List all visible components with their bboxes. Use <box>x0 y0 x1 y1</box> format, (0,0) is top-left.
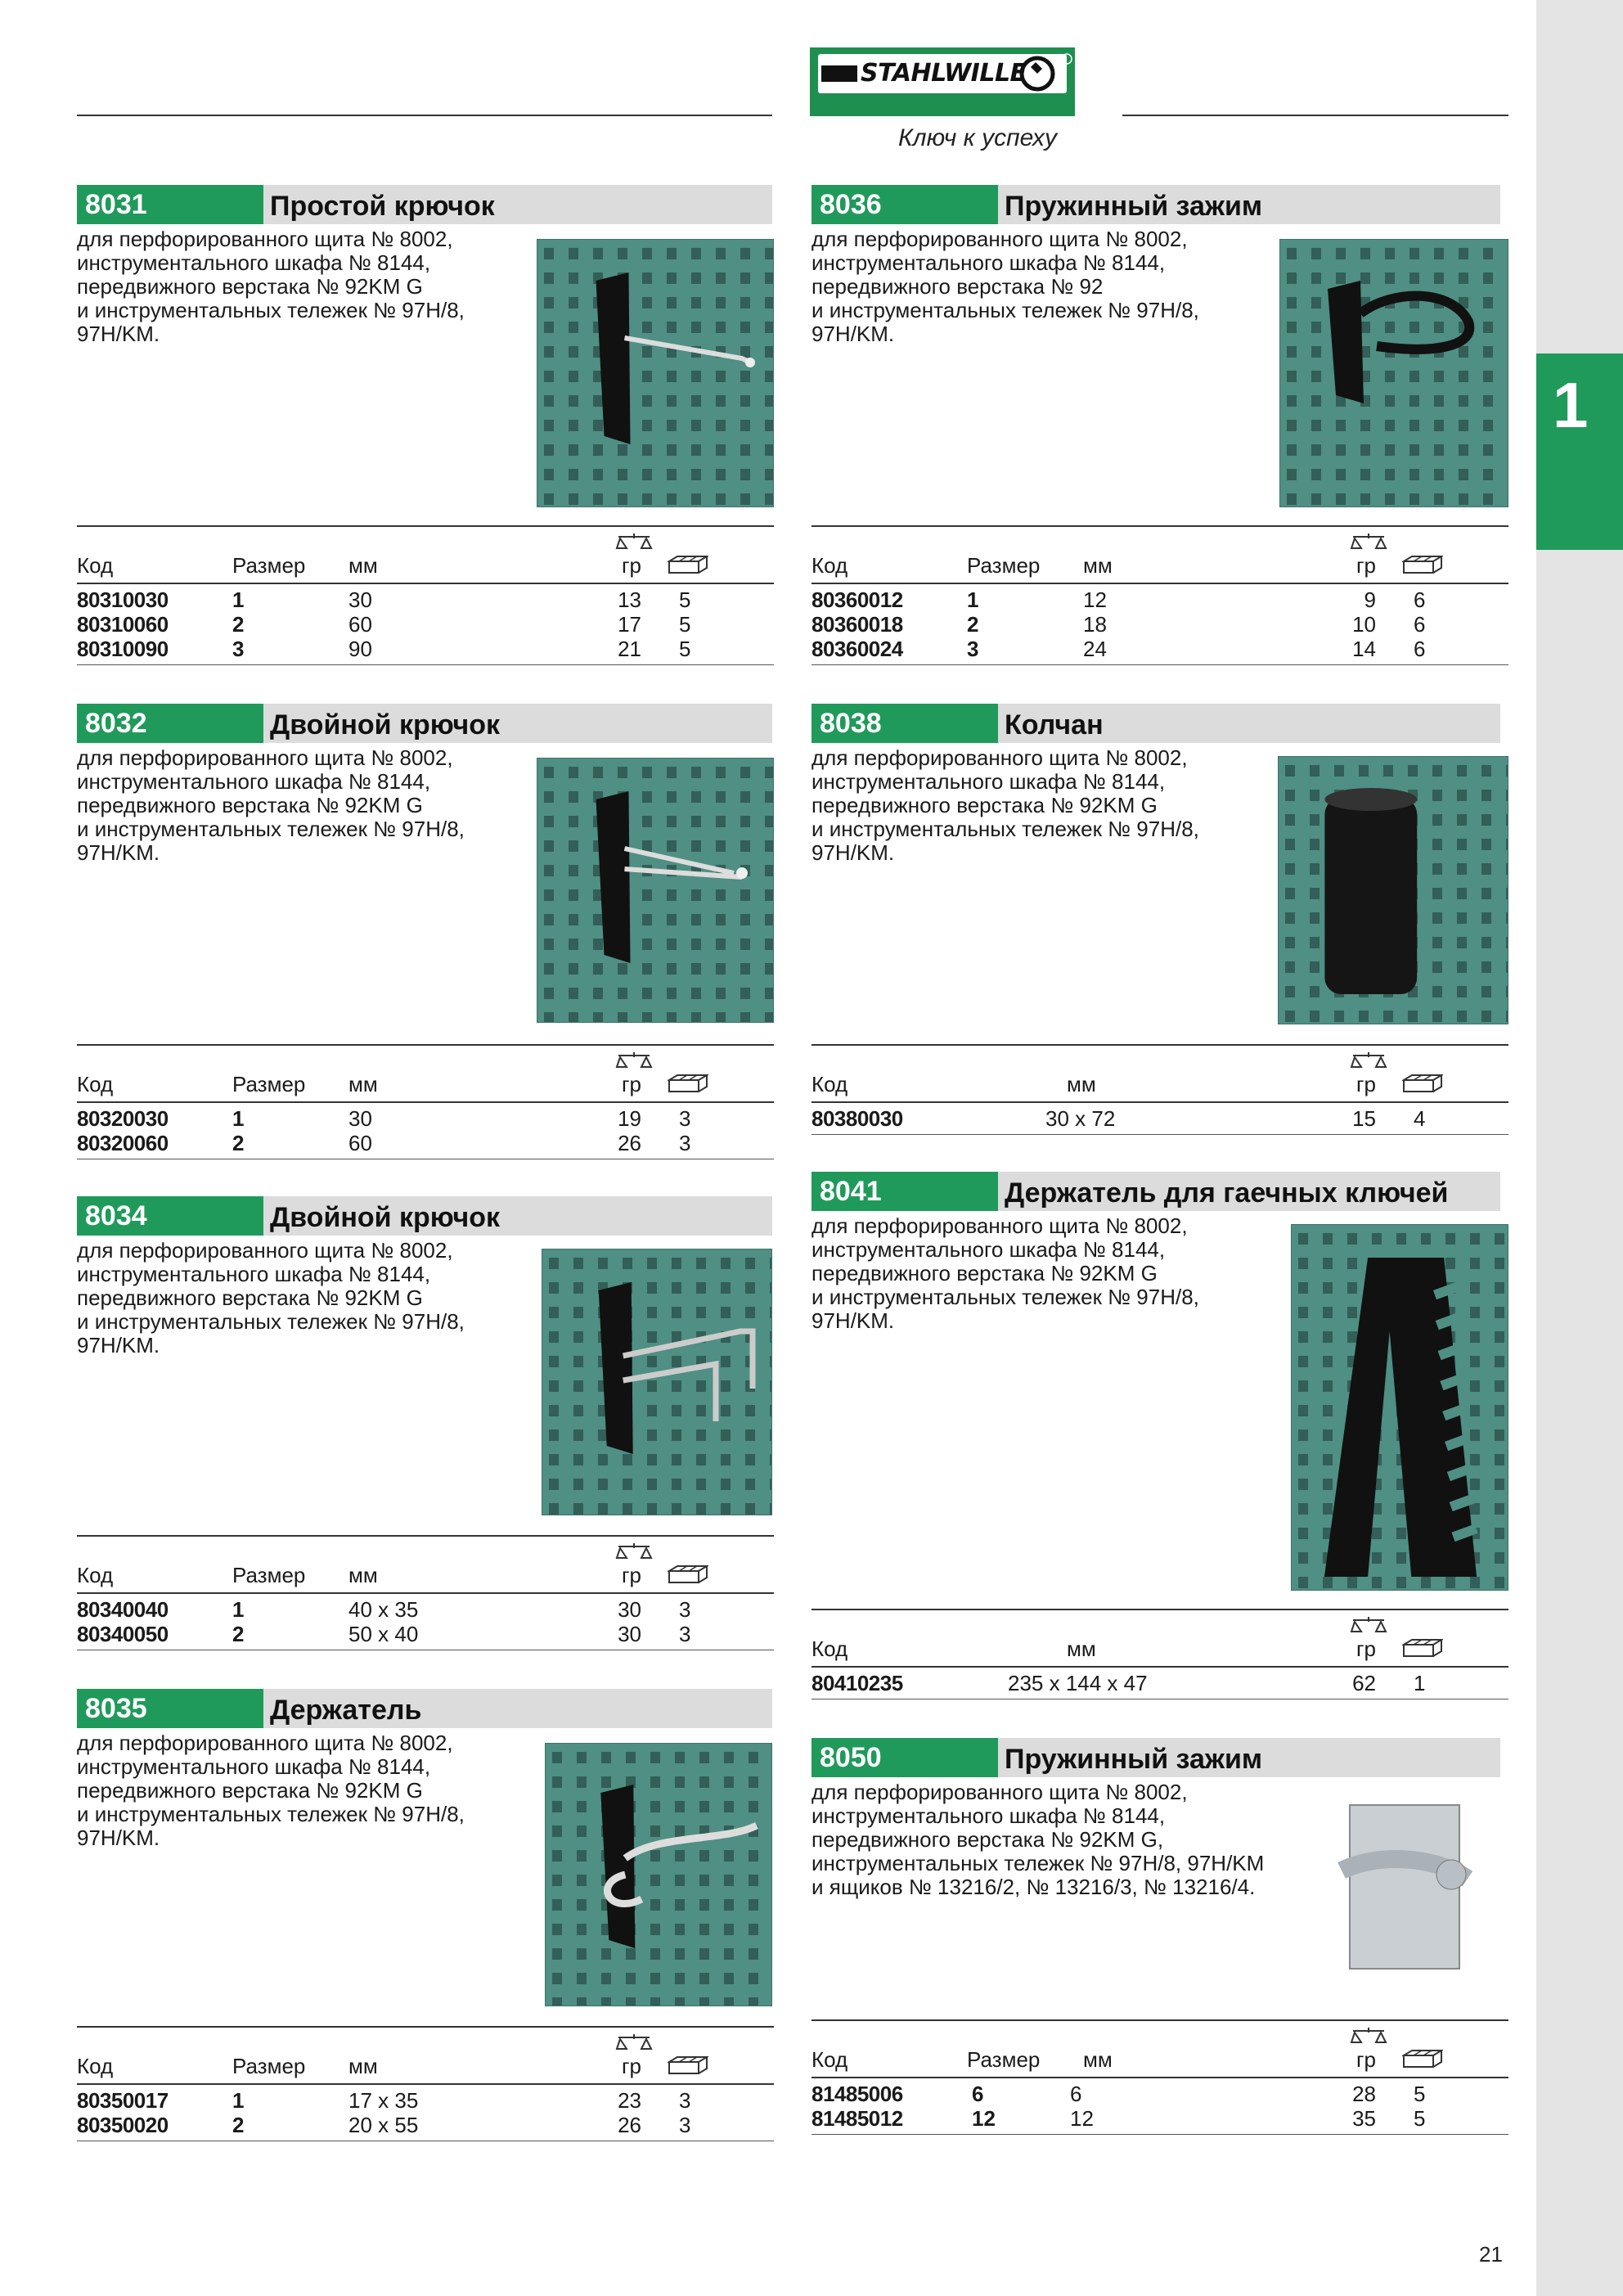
table-bottom-rule <box>812 1134 1508 1135</box>
table-row-code: 80340050 <box>77 1622 169 1646</box>
header-gr: гр <box>622 1563 641 1587</box>
header-mm: мм <box>1067 1072 1096 1096</box>
table-row-code: 80350017 <box>77 2088 169 2113</box>
description-line: 97H/KM. <box>77 1826 160 1850</box>
description-line: и инструментальных тележек № 97H/8, <box>77 298 465 322</box>
table-row-weight: 30 <box>618 1622 641 1646</box>
article-code: 8032 <box>77 704 263 743</box>
page-number: 21 <box>1479 2242 1503 2267</box>
table-row-weight: 26 <box>618 2113 641 2137</box>
description-line: 97H/KM. <box>812 1308 895 1333</box>
description-line: и инструментальных тележек № 97H/8, <box>812 817 1199 841</box>
table-row-pack: 6 <box>1414 588 1426 612</box>
product-description <box>812 227 1237 346</box>
table-top-rule <box>77 525 774 527</box>
table-row-pack: 5 <box>679 637 691 661</box>
table-top-rule <box>812 525 1508 527</box>
table-top-rule <box>77 2026 774 2028</box>
product-name: Двойной крючок <box>263 1196 772 1236</box>
article-code: 8038 <box>812 704 998 743</box>
table-row-code: 80340040 <box>77 1597 169 1622</box>
table-header-rule <box>77 2083 774 2085</box>
header-code: Код <box>812 553 848 578</box>
table-row-pack: 4 <box>1414 1106 1426 1131</box>
table-header-rule <box>812 583 1508 584</box>
box-icon <box>668 2055 708 2081</box>
table-row-size: 1 <box>232 1106 245 1131</box>
product-name: Двойной крючок <box>263 704 772 743</box>
table-bottom-rule <box>812 664 1508 665</box>
product-photo-8041 <box>1291 1224 1508 1591</box>
description-line: передвижного верстака № 92KM G <box>77 1285 423 1310</box>
table-top-rule <box>812 1044 1508 1046</box>
box-icon <box>1402 555 1443 580</box>
table-row-weight: 9 <box>1364 588 1376 612</box>
header-mm: мм <box>348 1072 378 1096</box>
table-row-mm: 50 x 40 <box>348 1622 419 1646</box>
box-icon <box>1402 2049 1443 2074</box>
table-row-mm: 30 x 72 <box>1045 1106 1116 1131</box>
product-description <box>77 227 502 346</box>
table-row-code: 80380030 <box>812 1106 903 1131</box>
description-line: инструментальных тележек № 97H/8, 97H/KM <box>812 1851 1265 1875</box>
header-size: Размер <box>967 2047 1041 2072</box>
product-photo-8032 <box>537 758 774 1023</box>
product-name: Пружинный зажим <box>998 1738 1500 1777</box>
box-icon <box>668 1564 708 1590</box>
table-row-mm: 30 <box>348 1106 372 1131</box>
table-row-mm: 18 <box>1083 612 1107 637</box>
product-description <box>77 1731 502 1850</box>
article-code: 8036 <box>812 185 998 224</box>
table-row-mm: 60 <box>348 1131 372 1155</box>
table-row-pack: 5 <box>1414 2082 1426 2106</box>
table-header-rule <box>812 1666 1508 1668</box>
description-line: 97H/KM. <box>812 840 895 865</box>
header-mm: мм <box>348 553 378 578</box>
table-row-weight: 30 <box>618 1597 641 1622</box>
description-line: передвижного верстака № 92KM G <box>77 1778 423 1803</box>
table-row-pack: 5 <box>1414 2106 1426 2131</box>
description-line: инструментального шкафа № 8144, <box>812 769 1166 794</box>
table-row-weight: 23 <box>618 2088 641 2113</box>
product-photo-8036 <box>1279 239 1508 507</box>
table-row-code: 80360018 <box>812 612 903 637</box>
description-line: инструментального шкафа № 8144, <box>812 1237 1166 1262</box>
product-name: Пружинный зажим <box>998 185 1500 224</box>
table-row-weight: 17 <box>618 612 641 637</box>
header-size: Размер <box>232 1072 306 1096</box>
header-mm: мм <box>348 2054 378 2078</box>
table-row-weight: 26 <box>618 1131 641 1155</box>
table-row-code: 80310060 <box>77 612 169 637</box>
brand-logo <box>810 47 1075 116</box>
description-line: и инструментальных тележек № 97H/8, <box>77 1309 465 1334</box>
description-line: инструментального шкафа № 8144, <box>812 250 1166 275</box>
description-line: для перфорированного щита № 8002, <box>77 745 453 770</box>
description-line: инструментального шкафа № 8144, <box>812 1803 1166 1828</box>
table-row-size: 3 <box>232 637 245 661</box>
header-gr: гр <box>622 2054 641 2078</box>
description-line: и ящиков № 13216/2, № 13216/3, № 13216/4. <box>812 1875 1256 1899</box>
header-size: Размер <box>967 553 1041 578</box>
box-icon <box>668 555 708 580</box>
table-row-weight: 10 <box>1352 612 1376 637</box>
description-line: передвижного верстака № 92KM G <box>812 1261 1158 1285</box>
table-row-mm: 6 <box>1070 2082 1082 2106</box>
header-gr: гр <box>1356 1636 1376 1661</box>
table-row-code: 80360024 <box>812 637 903 661</box>
table-row-code: 80320060 <box>77 1131 169 1155</box>
table-row-mm: 17 x 35 <box>348 2088 419 2113</box>
description-line: 97H/KM. <box>77 1333 160 1357</box>
description-line: передвижного верстака № 92KM G <box>812 793 1158 817</box>
description-line: инструментального шкафа № 8144, <box>77 769 431 794</box>
description-line: для перфорированного щита № 8002, <box>77 1731 453 1755</box>
table-header-rule <box>77 1101 774 1103</box>
table-row-code: 80350020 <box>77 2113 169 2137</box>
table-row-size: 12 <box>972 2106 996 2131</box>
header-code: Код <box>812 2047 848 2072</box>
table-row-weight: 28 <box>1352 2082 1376 2106</box>
header-code: Код <box>77 1072 114 1096</box>
product-photo-8031 <box>537 239 774 507</box>
table-row-code: 81485012 <box>812 2106 903 2131</box>
article-code: 8034 <box>77 1196 263 1236</box>
table-row-pack: 1 <box>1414 1671 1426 1695</box>
header-code: Код <box>812 1072 848 1096</box>
header-code: Код <box>77 1563 114 1587</box>
table-row-weight: 13 <box>618 588 641 612</box>
description-line: для перфорированного щита № 8002, <box>812 745 1188 770</box>
header-gr: гр <box>622 553 641 578</box>
header-code: Код <box>812 1636 848 1661</box>
header-gr: гр <box>622 1072 641 1096</box>
description-line: инструментального шкафа № 8144, <box>77 1754 431 1779</box>
table-header-rule <box>812 1101 1508 1103</box>
table-top-rule <box>77 1044 774 1046</box>
table-row-code: 80320030 <box>77 1106 169 1131</box>
table-row-size: 1 <box>232 2088 245 2113</box>
table-row-size: 1 <box>232 1597 245 1622</box>
header-size: Размер <box>232 2054 306 2078</box>
product-description <box>812 746 1237 865</box>
table-row-pack: 3 <box>679 2113 691 2137</box>
table-row-size: 2 <box>232 2113 245 2137</box>
product-description <box>77 746 502 865</box>
table-row-pack: 3 <box>679 2088 691 2113</box>
product-name: Колчан <box>998 704 1500 743</box>
table-row-size: 2 <box>232 1622 245 1646</box>
product-photo-8034 <box>542 1249 772 1515</box>
table-row-weight: 19 <box>618 1106 641 1131</box>
header-rule-right <box>1122 115 1508 116</box>
table-row-weight: 14 <box>1352 637 1376 661</box>
description-line: для перфорированного щита № 8002, <box>77 1238 453 1263</box>
header-gr: гр <box>1356 2047 1376 2072</box>
slogan: Ключ к успеху <box>898 124 1058 151</box>
description-line: передвижного верстака № 92 <box>812 274 1104 299</box>
table-top-rule <box>77 1535 774 1537</box>
table-bottom-rule <box>812 2134 1508 2135</box>
table-row-pack: 5 <box>679 588 691 612</box>
table-row-code: 80410235 <box>812 1671 903 1695</box>
description-line: для перфорированного щита № 8002, <box>812 227 1188 251</box>
description-line: передвижного верстака № 92KM G, <box>812 1827 1164 1852</box>
side-strip <box>1536 0 1623 2296</box>
table-row-code: 80360012 <box>812 588 903 612</box>
table-row-mm: 20 x 55 <box>348 2113 419 2137</box>
description-line: передвижного верстака № 92KM G <box>77 274 423 299</box>
table-row-mm: 30 <box>348 588 372 612</box>
description-line: и инструментальных тележек № 97H/8, <box>812 298 1199 322</box>
product-name: Держатель <box>263 1689 772 1728</box>
table-row-size: 2 <box>232 612 245 637</box>
header-mm: мм <box>1067 1636 1096 1661</box>
description-line: инструментального шкафа № 8144, <box>77 250 431 275</box>
table-row-pack: 6 <box>1414 612 1426 637</box>
table-row-pack: 5 <box>679 612 691 637</box>
article-code: 8031 <box>77 185 263 224</box>
table-row-weight: 21 <box>618 637 641 661</box>
description-line: для перфорированного щита № 8002, <box>812 1780 1188 1804</box>
table-row-code: 81485006 <box>812 2082 903 2106</box>
header-size: Размер <box>232 1563 306 1587</box>
description-line: 97H/KM. <box>77 322 160 346</box>
product-description <box>812 1780 1265 1899</box>
table-header-rule <box>77 583 774 584</box>
table-row-weight: 62 <box>1352 1671 1376 1695</box>
table-row-weight: 35 <box>1352 2106 1376 2131</box>
table-row-size: 2 <box>967 612 979 637</box>
table-row-pack: 3 <box>679 1131 691 1155</box>
table-row-mm: 60 <box>348 612 372 637</box>
header-gr: гр <box>1356 1072 1376 1096</box>
table-row-size: 6 <box>972 2082 984 2106</box>
description-line: передвижного верстака № 92KM G <box>77 793 423 817</box>
table-row-size: 3 <box>967 637 979 661</box>
table-row-pack: 3 <box>679 1106 691 1131</box>
product-photo-8050 <box>1325 1789 1484 2003</box>
table-header-rule <box>812 2077 1508 2078</box>
description-line: 97H/KM. <box>77 840 160 865</box>
box-icon <box>668 1074 708 1099</box>
header-mm: мм <box>1083 2047 1113 2072</box>
chapter-tab: 1 <box>1536 353 1623 550</box>
product-photo-8035 <box>545 1743 772 2006</box>
description-line: и инструментальных тележек № 97H/8, <box>77 1802 465 1826</box>
product-photo-8038 <box>1278 756 1508 1024</box>
table-row-size: 2 <box>232 1131 245 1155</box>
description-line: для перфорированного щита № 8002, <box>812 1213 1188 1238</box>
article-code: 8035 <box>77 1689 263 1728</box>
table-header-rule <box>77 1592 774 1594</box>
description-line: и инструментальных тележек № 97H/8, <box>812 1285 1199 1309</box>
product-name: Держатель для гаечных ключей <box>998 1172 1500 1211</box>
description-line: инструментального шкафа № 8144, <box>77 1262 431 1286</box>
description-line: и инструментальных тележек № 97H/8, <box>77 817 465 841</box>
product-description <box>77 1239 502 1357</box>
product-name: Простой крючок <box>263 185 772 224</box>
description-line: 97H/KM. <box>812 322 895 346</box>
header-rule-left <box>77 115 772 116</box>
header-code: Код <box>77 2054 114 2078</box>
header-gr: гр <box>1356 553 1376 578</box>
header-mm: мм <box>348 1563 378 1587</box>
table-row-mm: 12 <box>1083 588 1107 612</box>
table-row-size: 1 <box>967 588 979 612</box>
table-row-mm: 24 <box>1083 637 1107 661</box>
table-top-rule <box>812 1609 1508 1610</box>
table-row-code: 80310090 <box>77 637 169 661</box>
table-row-mm: 40 x 35 <box>348 1597 419 1622</box>
article-code: 8041 <box>812 1172 998 1211</box>
table-row-mm: 235 x 144 x 47 <box>1008 1671 1148 1695</box>
table-row-pack: 3 <box>679 1622 691 1646</box>
table-top-rule <box>812 2019 1508 2021</box>
box-icon <box>1402 1638 1443 1663</box>
description-line: для перфорированного щита № 8002, <box>77 227 453 251</box>
table-row-size: 1 <box>232 588 245 612</box>
table-bottom-rule <box>77 664 774 665</box>
table-row-pack: 3 <box>679 1597 691 1622</box>
header-mm: мм <box>1083 553 1113 578</box>
table-row-weight: 15 <box>1352 1106 1376 1131</box>
header-code: Код <box>77 553 114 578</box>
box-icon <box>1402 1074 1443 1099</box>
article-code: 8050 <box>812 1738 998 1777</box>
table-row-pack: 6 <box>1414 637 1426 661</box>
table-row-mm: 12 <box>1070 2106 1094 2131</box>
table-row-mm: 90 <box>348 637 372 661</box>
product-description <box>812 1214 1237 1333</box>
header-size: Размер <box>232 553 306 578</box>
logo-text: STAHLWILLE <box>861 59 1027 88</box>
table-row-code: 80310030 <box>77 588 169 612</box>
